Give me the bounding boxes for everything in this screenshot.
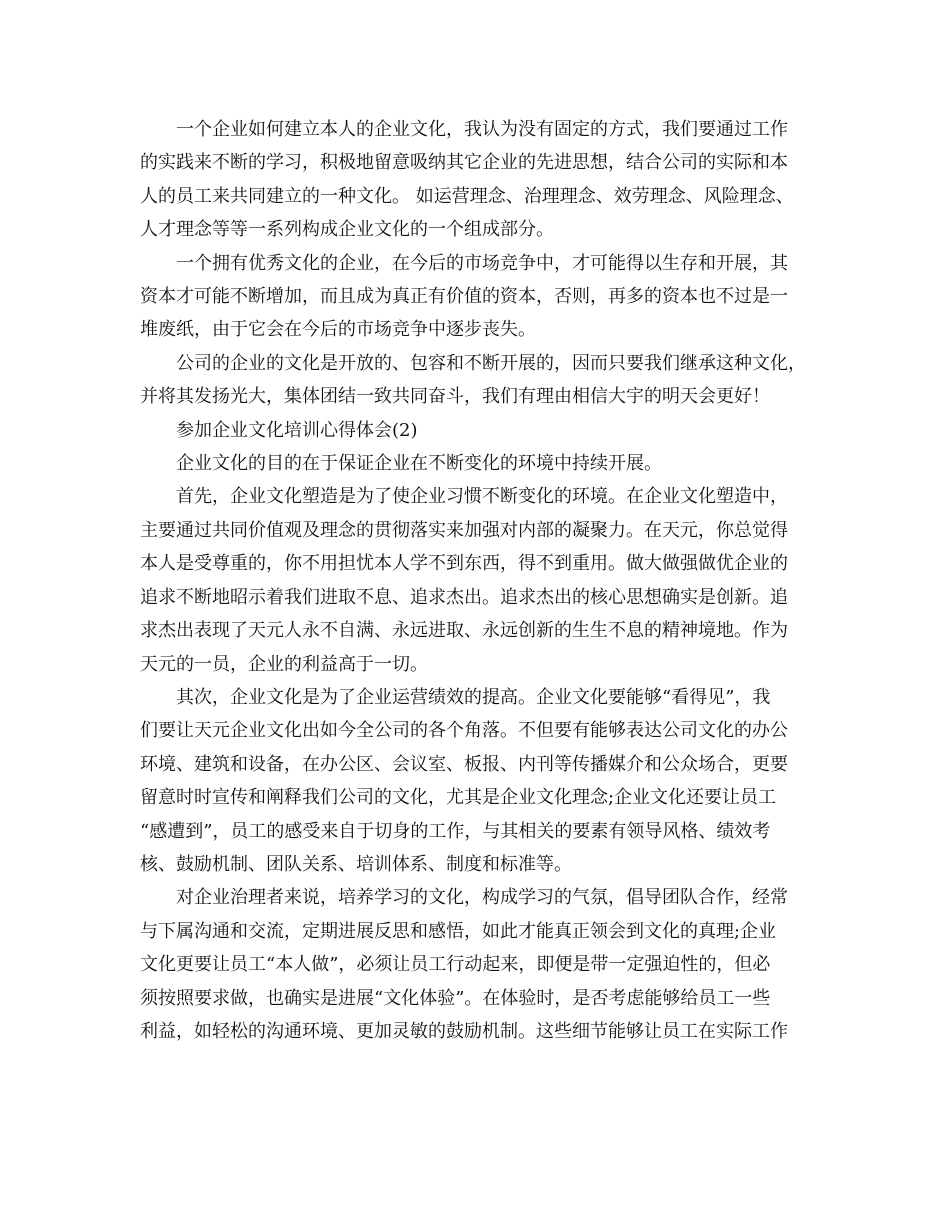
text-line: 的实践来不断的学习，积极地留意吸纳其它企业的先进思想，结合公司的实际和本: [140, 152, 788, 174]
text-line: 文化更要让员工“本人做”，必须让员工行动起来，即便是带一定强迫性的，但必: [140, 954, 771, 976]
text-line: 们要让天元企业文化出如今全公司的各个角落。不但要有能够表达公司文化的办公: [140, 720, 788, 742]
text-line: 天元的一员，企业的利益高于一切。: [140, 653, 428, 675]
text-line: 并将其发扬光大，集体团结一致共同奋斗，我们有理由相信大宇的明天会更好！: [140, 386, 770, 408]
text-line: 其次，企业文化是为了企业运营绩效的提高。企业文化要能够“看得见”，我: [176, 686, 771, 708]
text-line: 核、鼓励机制、团队关系、培训体系、制度和标准等。: [140, 853, 572, 875]
text-line: 堆废纸，由于它会在今后的市场竞争中逐步丧失。: [140, 319, 536, 341]
heading-text: 参加企业文化培训心得体会(2): [176, 419, 418, 441]
paragraph-5: [140, 447, 818, 480]
text-line: 对企业治理者来说，培养学习的文化，构成学习的气氛，倡导团队合作，经常: [176, 887, 788, 909]
section-heading: [140, 414, 818, 447]
text-line: 公司的企业的文化是开放的、包容和不断开展的，因而只要我们继承这种文化，: [176, 352, 806, 374]
text-line: 主要通过共同价值观及理念的贯彻落实来加强对内部的凝聚力。在天元，你总觉得: [140, 519, 788, 541]
text-line: 利益，如轻松的沟通环境、更加灵敏的鼓励机制。这些细节能够让员工在实际工作: [140, 1020, 788, 1042]
document-page: [140, 113, 818, 1048]
text-line: 本人是受尊重的，你不用担忧本人学不到东西，得不到重用。做大做强做优企业的: [140, 553, 788, 575]
paragraph-3: [140, 347, 818, 414]
text-line: 一个拥有优秀文化的企业，在今后的市场竞争中，才可能得以生存和开展，其: [176, 252, 788, 274]
text-line: 环境、建筑和设备，在办公区、会议室、板报、内刊等传播媒介和公众场合，更要: [140, 753, 788, 775]
text-line: “感遭到”，员工的感受来自于切身的工作，与其相关的要素有领导风格、绩效考: [140, 820, 771, 842]
text-line: 资本才可能不断增加，而且成为真正有价值的资本，否则，再多的资本也不过是一: [140, 286, 788, 308]
paragraph-6: [140, 480, 818, 680]
text-line: 须按照要求做，也确实是进展“文化体验”。在体验时，是否考虑能够给员工一些: [140, 987, 771, 1009]
text-line: 企业文化的目的在于保证企业在不断变化的环境中持续开展。: [176, 453, 662, 475]
text-line: 人才理念等等一系列构成企业文化的一个组成部分。: [140, 219, 554, 241]
text-line: 求杰出表现了天元人永不自满、永远进取、永远创新的生生不息的精神境地。作为: [140, 620, 788, 642]
text-line: 追求不断地昭示着我们进取不息、追求杰出。追求杰出的核心思想确实是创新。追: [140, 586, 788, 608]
paragraph-2: [140, 247, 818, 347]
text-line: 人的员工来共同建立的一种文化。 如运营理念、治理理念、效劳理念、风险理念、: [140, 185, 794, 207]
paragraph-1: [140, 113, 818, 247]
text-line: 首先，企业文化塑造是为了使企业习惯不断变化的环境。在企业文化塑造中，: [176, 486, 788, 508]
paragraph-7: [140, 681, 818, 881]
text-line: 留意时时宣传和阐释我们公司的文化，尤其是企业文化理念;企业文化还要让员工: [140, 787, 777, 809]
paragraph-8: [140, 881, 818, 1048]
text-line: 一个企业如何建立本人的企业文化，我认为没有固定的方式，我们要通过工作: [176, 119, 788, 140]
text-line: 与下属沟通和交流，定期进展反思和感悟，如此才能真正领会到文化的真理;企业: [140, 920, 777, 942]
